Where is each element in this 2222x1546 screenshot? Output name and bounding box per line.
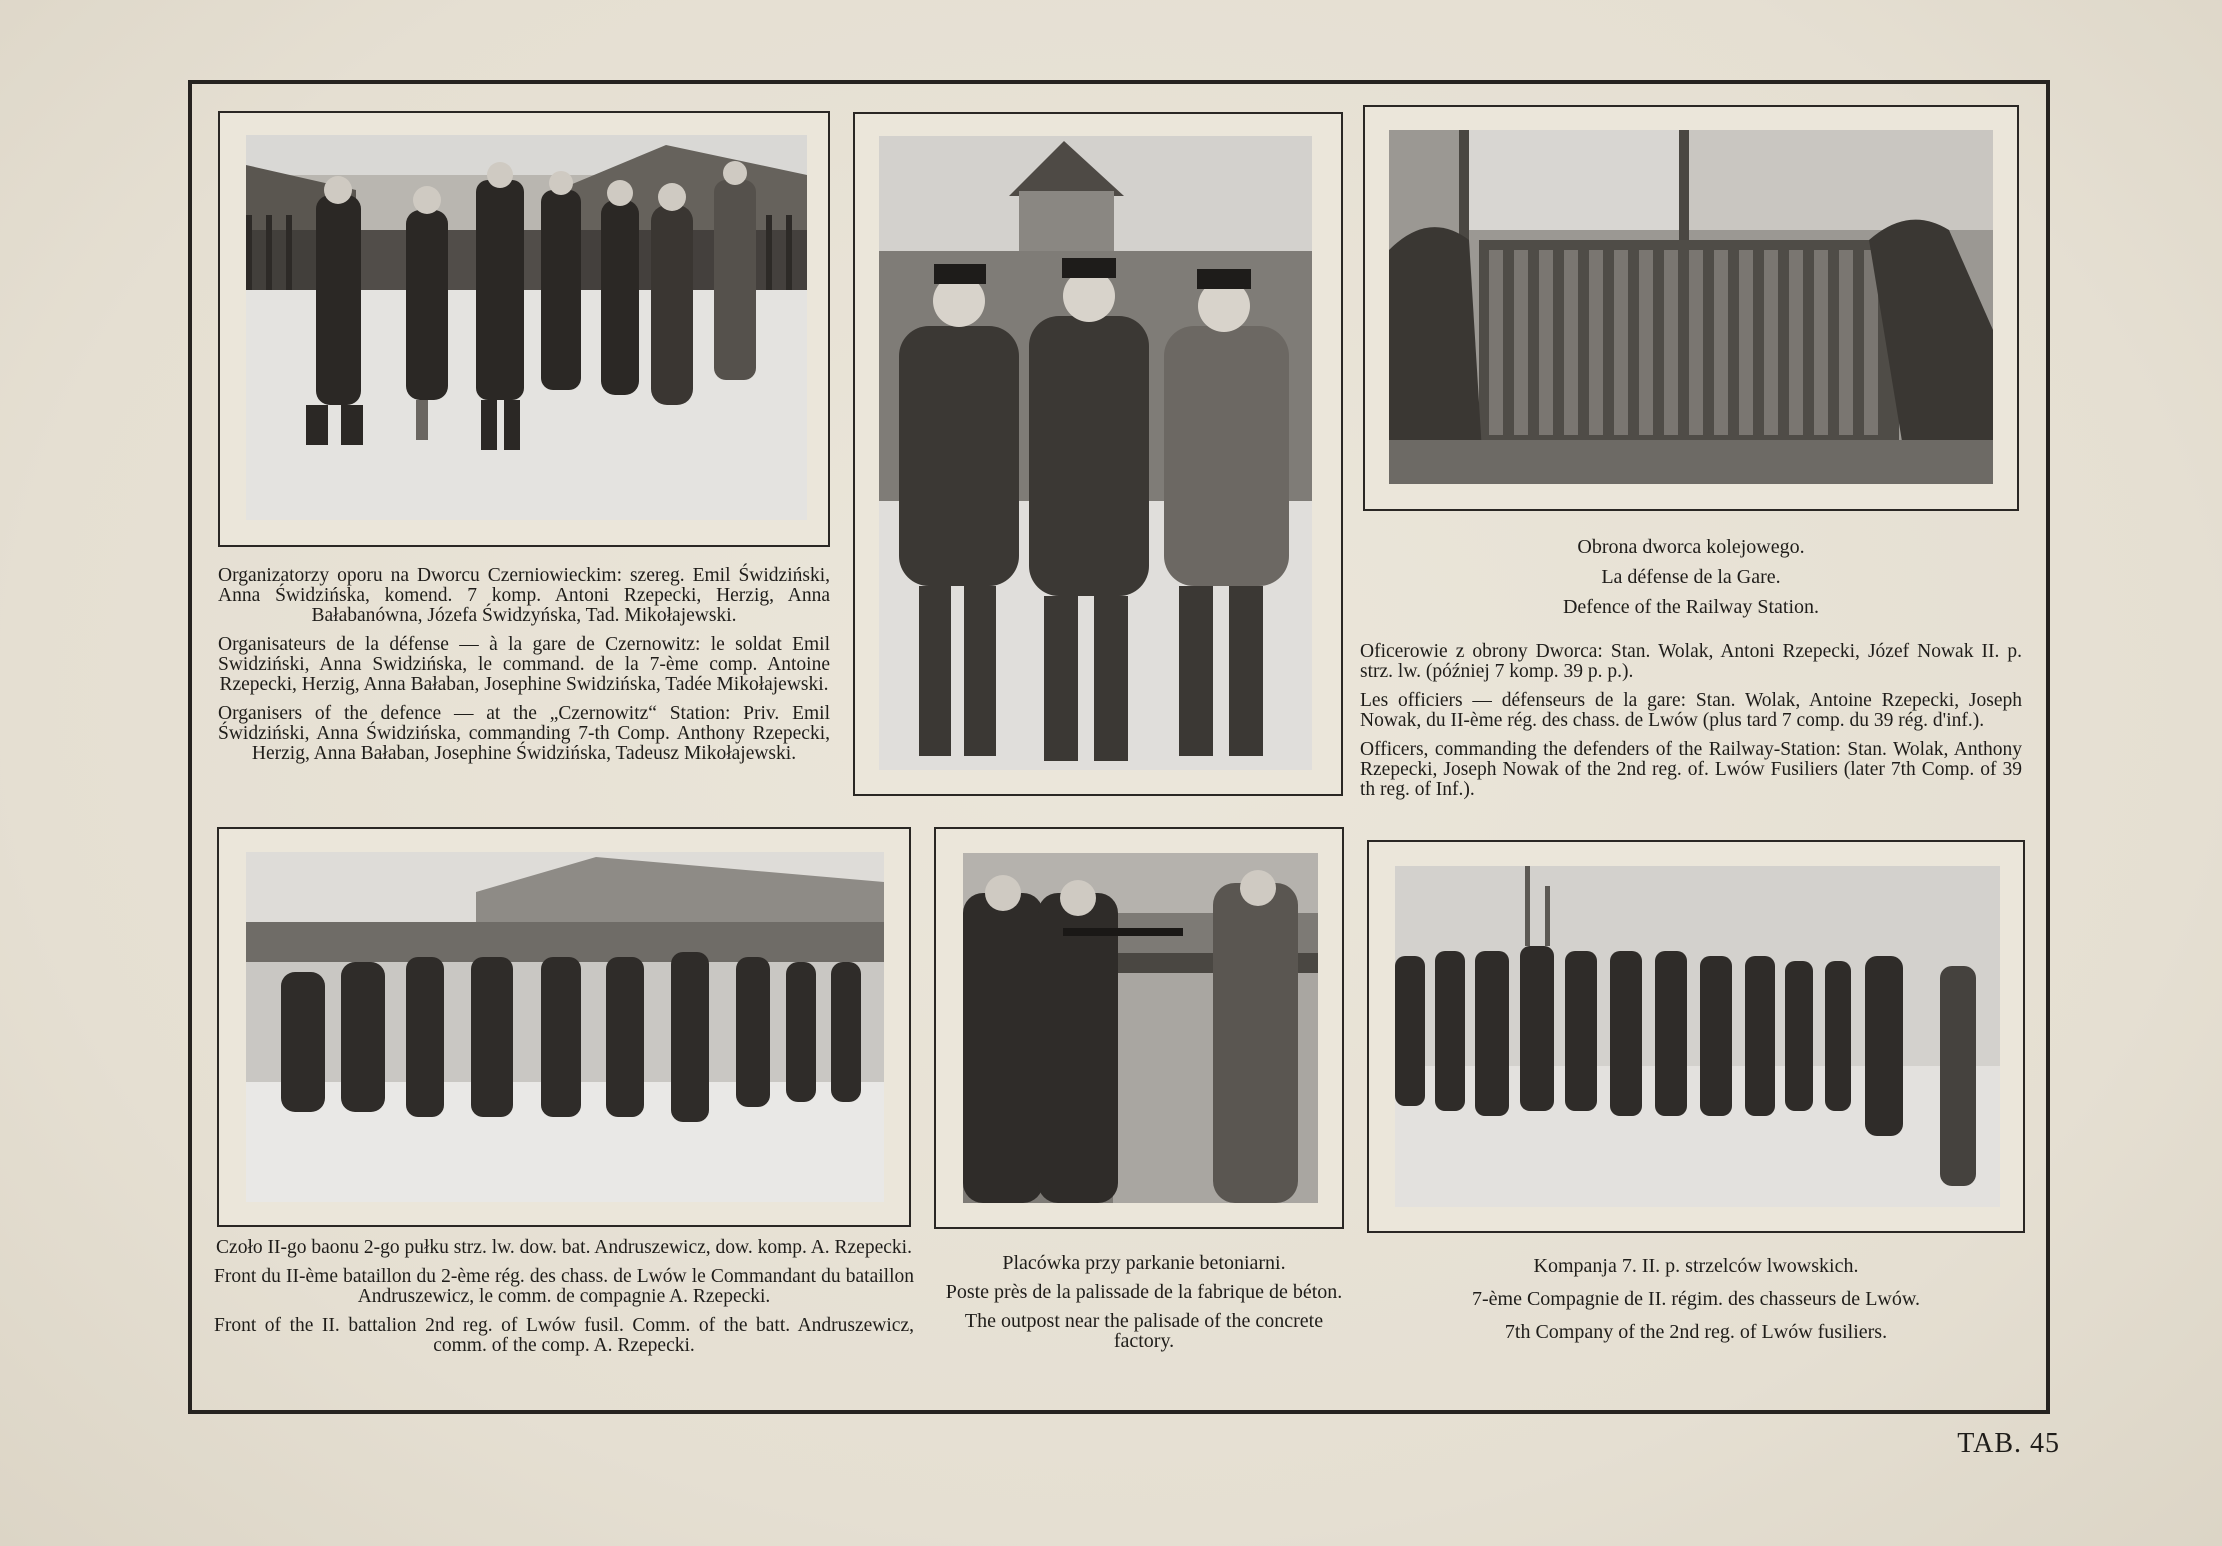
- caption-pl: Placówka przy parkanie betoniarni.: [1002, 1252, 1286, 1274]
- caption-en: Organisers of the defence — at the „Czernowitz“ Station: Priv. Emil Świdziński, Anna Świdzińska, commanding 7-th Comp. Anthony Rzepecki, Herzig, Anna Bałaban, Josephine Świdzińska, Tadeusz Mikołajewski.: [218, 703, 830, 764]
- caption-company: [1367, 1251, 2025, 1357]
- photo-battalion: [246, 852, 884, 1202]
- caption-en: The outpost near the palisade of the concrete factory.: [964, 1310, 1324, 1352]
- caption-battalion: [214, 1238, 914, 1365]
- caption-pl: Kompanja 7. II. p. strzelców lwowskich.: [1533, 1255, 1859, 1277]
- title-pl: Obrona dworca kolejowego.: [1577, 536, 1805, 558]
- caption-railway-defence: [1360, 642, 2022, 809]
- caption-pl: Organizatorzy oporu na Dworcu Czerniowieckim: szereg. Emil Świdziński, Anna Świdzińska, komend. 7 komp. Antoni Rzepecki, Herzig, Anna Bałabanówna, Józefa Świdzyńska, Tad. Mikołajewski.: [218, 565, 830, 626]
- caption-en: Officers, commanding the defenders of the Railway-Station: Stan. Wolak, Anthony Rzepecki, Joseph Nowak of the 2nd reg. of. Lwów Fusiliers (later 7th Comp. of 39 th reg. of Inf.).: [1360, 739, 2022, 800]
- caption-fr: Organisateurs de la défense — à la gare de Czernowitz: le soldat Emil Swidziński, Anna Swidzińska, le command. de la 7-ème comp. Antoine Rzepecki, Herzig, Anna Bałaban, Josephine Swidzińska, Tadée Mikołajewski.: [218, 634, 830, 695]
- photo-organisers: [246, 135, 807, 520]
- title-en: Defence of the Railway Station.: [1562, 596, 1820, 618]
- caption-organisers: [218, 566, 830, 773]
- title-railway-defence: [1363, 532, 2019, 622]
- caption-pl: Czoło II-go baonu 2-go pułku strz. lw. dow. bat. Andruszewicz, dow. komp. A. Rzepecki.: [216, 1237, 912, 1258]
- title-fr: La défense de la Gare.: [1601, 566, 1781, 588]
- caption-fr: Les officiers — défenseurs de la gare: Stan. Wolak, Antoine Rzepecki, Joseph Nowak, du II-ème rég. des chass. de Lwów (plus tard 7 comp. du 39 rég. d'inf.).: [1360, 690, 2022, 731]
- photo-three-officers: [879, 136, 1312, 770]
- plate-number: TAB. 45: [1957, 1428, 2060, 1459]
- caption-fr: 7-ème Compagnie de II. régim. des chasseurs de Lwów.: [1471, 1288, 1920, 1310]
- caption-en: 7th Company of the 2nd reg. of Lwów fusiliers.: [1504, 1321, 1888, 1343]
- caption-fr: Front du II-ème bataillon du 2-ème rég. des chass. de Lwów le Commandant du bataillon Andruszewicz, le comm. de compagnie A. Rzepecki.: [214, 1266, 914, 1307]
- photo-company: [1395, 866, 2000, 1207]
- caption-fr: Poste près de la palissade de la fabrique de béton.: [945, 1281, 1343, 1303]
- caption-pl: Oficerowie z obrony Dworca: Stan. Wolak, Antoni Rzepecki, Józef Nowak II. p. strz. lw. (później 7 komp. 39 p. p.).: [1360, 641, 2022, 682]
- photo-railway-defence: [1389, 130, 1993, 484]
- caption-en: Front of the II. battalion 2nd reg. of Lwów fusil. Comm. of the batt. Andruszewicz, comm. of the comp. A. Rzepecki.: [214, 1315, 914, 1356]
- caption-outpost: [938, 1253, 1350, 1360]
- photo-outpost: [963, 853, 1318, 1203]
